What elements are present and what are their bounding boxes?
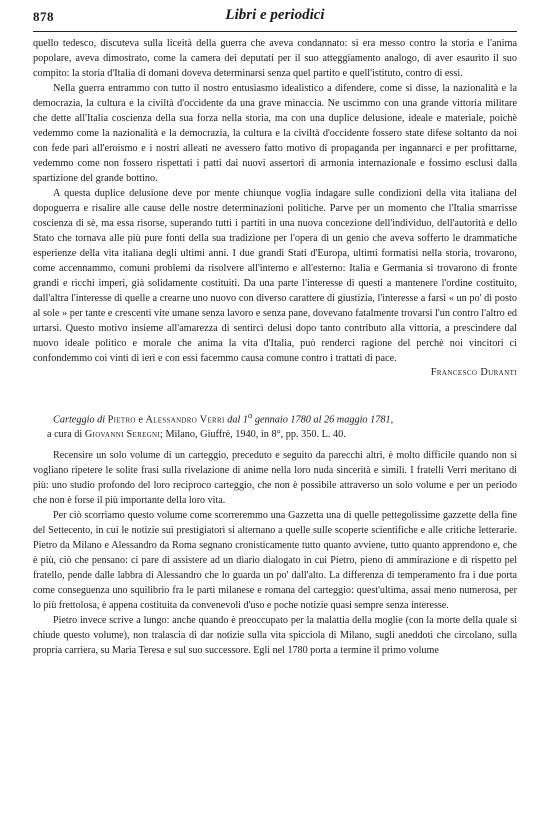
review-conjunction: e <box>135 414 146 426</box>
review-ordinal: o <box>247 410 253 420</box>
article-signature: Francesco Duranti <box>430 367 517 378</box>
review-author-alessandro: Alessandro Verri <box>145 414 225 426</box>
page-header <box>33 7 517 29</box>
review-author-pietro: Pietro <box>107 414 136 426</box>
review-paragraph: Pietro invece scrive a lungo: anche quando è preoccupato per la malattia della moglie (con la morte della quale si chiude questo volume), non tralascia di dar notizie sulla vita spicciola di Milano, sugli aneddoti che circolano, sulla propria carriera, su Maria Teresa e sul suo successore. Egli nel 1780 porta a termine il primo volume <box>33 615 517 657</box>
article-paragraph: A questa duplice delusione deve por mente chiunque voglia indagare sulle condizioni della vita italiana del dopoguerra e risalire alle cause delle nostre determinazioni politiche. Parve per un momento che l'Italia smarrisse coscienza di sè, ma essa risorse, superando tutti i partiti in una nuova concezione dell'individuo, dell'autorità e dello Stato che tornava alle più pure fonti della sua tradizione per l'opera di un genio che aveva sofferto le drammatiche esperienze della vita italiana degli ultimi anni. I due grandi Stati d'Europa, ultimi formatisi nella storia, trovarono, come accennammo, comuni problemi da risolvere all'interno e all'esterno: Italia e Germania si trovarono di fronte grandi e ricchi imperi, già solidamente costituiti. Da una parte l'interesse di questi a mantenere l'ordine costituito, dall'altra l'interesse di quelle a crearne uno nuovo con diverso carattere di giustizia, l'interesse a farsi « un po' di posto al sole » per tante e crescenti vite umane senza lavoro e senza pane, dovevano fatalmente trovarsi l'un contro l'altro ed urtarsi. Questo motivo insieme all'amarezza di sentirci delusi dopo tanto contributo alla vittoria, a prescindere dal nuovo ideale politico e morale che anima la vita d'Italia, può renderci ragione del perchè noi vincitori ci confondemmo coi vinti di ieri e con essi facemmo causa comune contro i trattati di pace. <box>33 188 517 364</box>
review-date-b: gennaio 1780 al 26 maggio 1781, <box>252 414 394 426</box>
review-paragraph: Per ciò scorriamo questo volume come scorreremmo una Gazzetta una di quelle pettegolissime gazzette della fine del Settecento, in cui le notizie sui prestigiatori si alternano a quelle sulle scoperte scientifiche e alle critiche letterarie. Pietro da Milano e Alessandro da Roma segnano cronisticamente tutto quanto avviene, tutto quanto apprendono e, che è più, ciò che pensano: ci pare di assistere ad un diario dialogato in cui Pietro, pieno di ammirazione e di rispetto pel fratello, pende dalle labbra di Alessandro che lo guarda un po' dall'alto. La differenza di temperamento fra i due porta come conseguenza uno squilibrio fra le parti milanese e romana del carteggio: quest'ultima, assai meno numerosa, per lo più frettolosa, è appena costituita da convenevoli d'uso e poche notizie quasi sempre senza interesse. <box>33 510 517 612</box>
header-rule <box>33 31 517 32</box>
article-paragraph: quello tedesco, discuteva sulla liceità della guerra che aveva condannato: si era messo contro la storia e l'anima popolare, aveva dimostrato, come la camera dei deputati per il suo atteggiamento analogo, di aver esaurito il suo compito: la storia d'Italia di domani doveva determinarsi senza quel partito e quell'istituto, contro di essi. <box>33 38 517 79</box>
review-title-prefix: Carteggio di <box>53 414 108 426</box>
review-heading <box>33 408 517 442</box>
review-paragraph: Recensire un solo volume di un carteggio, preceduto e seguito da parecchi altri, è molto difficile quando non si vogliano ripetere le solite frasi sulla rivelazione di anime nella loro nuda sincerità e simili. I fratelli Verri meritano di più: uno studio profondo del loro reciproco carteggio, che non è possibile attraverso un solo volume e per un periodo che non è forse il più importante della loro vita. <box>33 450 517 507</box>
review-publication: ; Milano, Giuffrè, 1940, in 8°, pp. 350. L. 40. <box>160 429 346 441</box>
article-paragraph: Nella guerra entrammo con tutto il nostro entusiasmo idealistico a difendere, come si disse, la nazionalità e la democrazia, la cultura e la civiltà d'occidente da una grave minaccia. Ne uscimmo con una grande vittoria militare che dette all'Italia coscienza della sua forza nella storia, ma con una duplice delusione, ideale e materiale, poichè vedemmo come la nazionalità e la democrazia, la cultura e la civiltà d'occidente fossero state difese soltanto da noi con fede pari all'eroismo e i nostri alleati ne avessero fatto motivo di propaganda per ingannarci e per profittarne, vedemmo come non fossero rispettati i patti dai nuovi assertori di armonia internazionale e fossimo esclusi dalla spartizione del grande bottino. <box>33 83 517 184</box>
running-title: Libri e periodici <box>225 7 325 23</box>
review-date-a: dal 1 <box>224 414 248 426</box>
review-curator-prefix: a cura di <box>47 429 85 441</box>
page-number: 878 <box>33 9 54 24</box>
page-body <box>33 36 517 658</box>
review-curator: Giovanni Seregni <box>84 429 161 441</box>
